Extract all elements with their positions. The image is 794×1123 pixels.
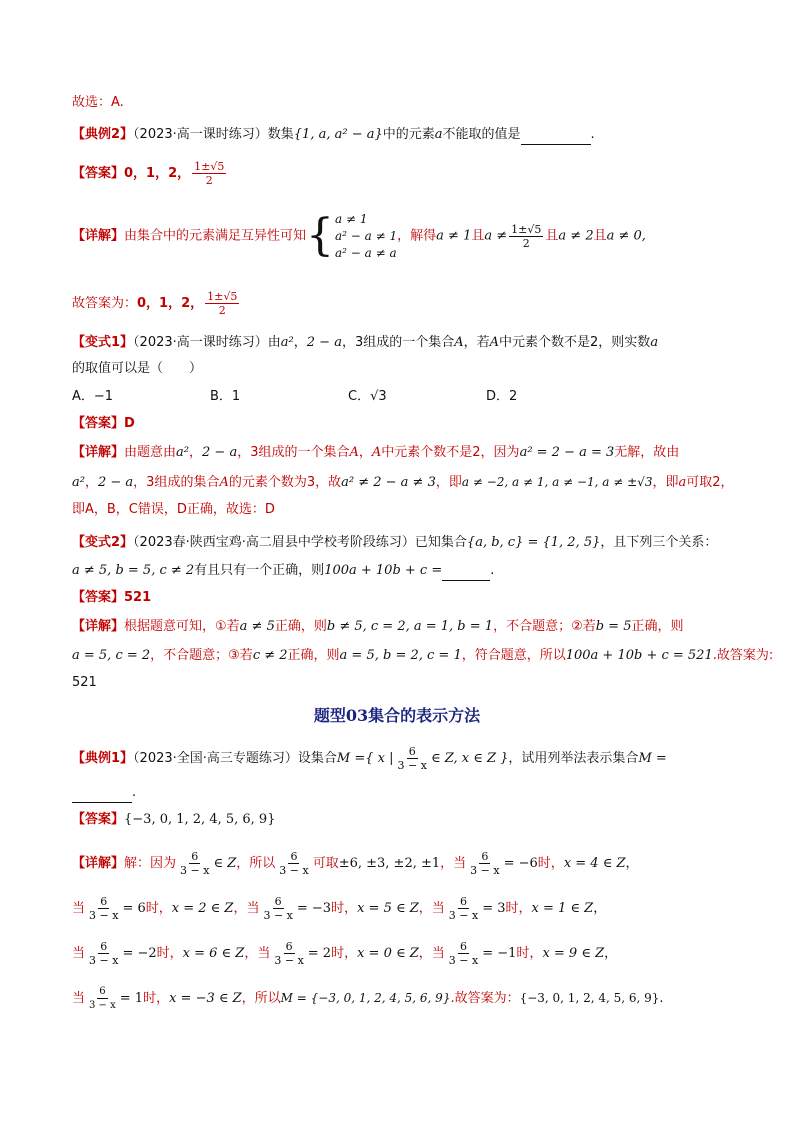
detail-text: ，解得 xyxy=(397,228,437,244)
answer-tag: 【答案】 xyxy=(72,166,125,181)
detail-text: ，3组成的一个集合 xyxy=(237,445,350,460)
detail-text: .故答案为: xyxy=(712,648,774,663)
answer-blank xyxy=(521,144,591,145)
detail-text: 且 xyxy=(593,228,607,244)
detail-3-line3 xyxy=(72,673,97,693)
math-expr: = −1 xyxy=(482,946,517,961)
math-expr: a² xyxy=(72,475,85,490)
math-expr: a ≠ 5 xyxy=(239,619,275,634)
example-source: （2023·高一课时练习） xyxy=(133,127,268,142)
math-expr: x = 4 ∈ Z xyxy=(563,856,626,871)
previous-conclusion xyxy=(72,93,124,113)
detail-text: 根据题意可知，①若 xyxy=(124,619,240,634)
detail-text: ，当 xyxy=(440,856,467,871)
fraction-denominator: 2 xyxy=(205,174,213,187)
detail-text: 时， xyxy=(505,901,532,916)
answer-tag: 【答案】 xyxy=(72,590,125,605)
variant-2-line1 xyxy=(72,533,717,553)
detail-2-line1 xyxy=(72,443,679,463)
math-expr: b = 5 xyxy=(595,619,632,634)
detail-tag: 【详解】 xyxy=(72,619,125,634)
detail-text: ，即 xyxy=(652,475,679,490)
math-var: A xyxy=(219,475,229,490)
example-1-line2 xyxy=(72,783,136,803)
fraction-numerator: 6 xyxy=(460,940,467,953)
math-var: a xyxy=(678,475,687,490)
answer-1 xyxy=(72,160,228,187)
detail-fraction xyxy=(272,940,305,967)
detail-text: ， xyxy=(604,946,618,961)
math-expr: x = −3 ∈ Z xyxy=(169,991,242,1006)
answer-blank xyxy=(72,802,132,803)
detail-text: 解：因为 xyxy=(124,856,177,871)
detail-text: ， xyxy=(625,856,639,871)
variant-2-line2 xyxy=(72,561,494,581)
math-expr: c ≠ 2 xyxy=(252,648,288,663)
math-expr: 100a + 10b + c = 521 xyxy=(565,648,713,663)
example-tag: 【典例1】 xyxy=(72,751,134,766)
fraction-numerator: 1±√5 xyxy=(194,160,225,173)
example-end: . xyxy=(132,785,137,800)
variant-text: 中元素个数不是2，则实数 xyxy=(499,335,651,350)
detail-fraction xyxy=(178,850,211,877)
math-expr: a ≠ 5, b = 5, c ≠ 2 xyxy=(72,563,195,578)
math-expr: a ≠ 1 xyxy=(436,228,472,244)
math-var: a xyxy=(434,127,443,142)
set-fraction xyxy=(396,745,429,772)
detail-1 xyxy=(72,208,646,264)
detail-text: 时， xyxy=(516,946,543,961)
math-expr: 2 − a xyxy=(306,335,342,350)
detail-fraction xyxy=(261,895,294,922)
detail-3-line1 xyxy=(72,617,683,637)
answer-blank xyxy=(442,580,490,581)
math-expr: b ≠ 5, c = 2, a = 1, b = 1 xyxy=(326,619,494,634)
detail-text: ，所以 xyxy=(236,856,276,871)
math-expr: = 2 xyxy=(307,946,332,961)
variant-text: ，且下列三个关系： xyxy=(600,535,718,550)
fraction-denominator: 3 − x xyxy=(448,909,479,922)
math-expr: a = 5, c = 2 xyxy=(72,648,151,663)
math-expr: M = xyxy=(336,751,366,766)
answer-fraction xyxy=(192,160,226,187)
example-end: . xyxy=(590,127,595,142)
detail-text: ，不合题意；③若 xyxy=(150,648,253,663)
detail-text: 无解，故由 xyxy=(614,445,680,460)
math-expr: = −2 xyxy=(122,946,157,961)
fraction-denominator: 3 − x xyxy=(274,954,304,967)
fraction-numerator: 6 xyxy=(460,895,467,908)
detail-4-line2 xyxy=(72,895,606,922)
example-source: （2023·全国·高三专题练习） xyxy=(133,751,298,766)
detail-tag: 【详解】 xyxy=(72,228,125,244)
fraction-numerator: 6 xyxy=(274,895,282,908)
fraction-denominator: 3 − x xyxy=(180,864,210,877)
fraction-denominator: 3 − x xyxy=(448,954,479,967)
detail-4-line3 xyxy=(72,940,617,967)
fraction-numerator: 1±√5 xyxy=(207,290,238,303)
answer-4 xyxy=(72,810,275,830)
detail-3-line2 xyxy=(72,646,773,666)
detail-text: .故答案为： xyxy=(450,991,520,1006)
detail-text: ，当 xyxy=(418,946,445,961)
variant-source: （2023·高一课时练习） xyxy=(133,335,268,350)
math-expr: {−3, 0, 1, 2, 4, 5, 6, 9} xyxy=(519,991,660,1005)
detail-text: ，当 xyxy=(233,901,260,916)
answer-value: D xyxy=(124,416,135,431)
math-expr: a ≠ xyxy=(484,228,508,244)
detail-text: 当 xyxy=(72,901,86,916)
detail-fraction xyxy=(509,223,543,250)
variant-text: ，若 xyxy=(463,335,490,350)
detail-text: 由集合中的元素满足互异性可知 xyxy=(124,228,307,244)
math-expr: ±6, ±3, ±2, ±1 xyxy=(338,856,441,871)
detail-text: . xyxy=(659,991,664,1006)
detail-text: 521 xyxy=(72,675,97,690)
detail-text: ，符合题意，所以 xyxy=(461,648,566,663)
variant-text: 有且只有一个正确，则 xyxy=(194,563,325,578)
detail-text: 由题意由 xyxy=(124,445,177,460)
math-expr: = 6 xyxy=(122,901,146,916)
math-var: A xyxy=(371,445,382,460)
detail-text: 时， xyxy=(145,901,172,916)
detail-text: 正确，则 xyxy=(631,619,684,634)
detail-text: 正确，则 xyxy=(274,619,327,634)
detail-2-line2 xyxy=(72,472,734,493)
detail-text: 且 xyxy=(471,228,485,244)
option-a: A．−1 xyxy=(72,389,114,404)
option-b: B．1 xyxy=(210,389,241,404)
math-expr: x = 9 ∈ Z xyxy=(542,946,605,961)
detail-fraction xyxy=(87,895,120,922)
detail-fraction xyxy=(447,940,480,967)
detail-text: ，3组成的集合 xyxy=(133,475,220,490)
math-expr: ∈ Z, x ∈ Z } xyxy=(430,751,509,766)
detail-fraction xyxy=(87,940,120,967)
fraction-numerator: 6 xyxy=(481,850,489,863)
math-expr: a ≠ 0, xyxy=(606,228,646,244)
detail-4-line1 xyxy=(72,850,639,877)
example-1-line1 xyxy=(72,745,667,772)
math-expr: x = 1 ∈ Z xyxy=(531,901,594,916)
fraction-denominator: 3 − x xyxy=(279,864,309,877)
variant-1-line1 xyxy=(72,333,658,353)
case-row: a² − a ≠ a xyxy=(335,245,397,260)
detail-text: 且 xyxy=(545,228,559,244)
fraction-numerator: 6 xyxy=(285,940,293,953)
detail-fraction xyxy=(277,850,310,877)
fraction-numerator: 1±√5 xyxy=(511,222,542,236)
detail-text: ，当 xyxy=(418,901,445,916)
math-expr: a² xyxy=(280,335,294,350)
detail-text: ， xyxy=(189,445,203,460)
detail-text: 时， xyxy=(537,856,564,871)
fraction-numerator: 6 xyxy=(408,745,416,758)
detail-text: ，不合题意；②若 xyxy=(493,619,596,634)
detail-text: 当 xyxy=(72,946,86,961)
detail-text: 可取 xyxy=(312,856,339,871)
variant-text: ， xyxy=(293,335,307,350)
math-expr: = 3 xyxy=(482,901,506,916)
detail-text: 时， xyxy=(331,901,358,916)
detail-text: 当 xyxy=(72,991,86,1006)
math-expr: x = 2 ∈ Z xyxy=(171,901,234,916)
fraction-numerator: 6 xyxy=(100,940,108,953)
variant-tag: 【变式1】 xyxy=(72,335,134,350)
math-expr: x = 6 ∈ Z xyxy=(182,946,245,961)
case-row: a² − a ≠ 1 xyxy=(335,228,398,243)
detail-4-line4 xyxy=(72,985,664,1012)
example-tag: 【典例2】 xyxy=(72,127,134,142)
answer-3 xyxy=(72,588,151,608)
detail-fraction xyxy=(447,895,480,922)
math-expr: a² xyxy=(176,445,189,460)
answer-value: 521 xyxy=(124,590,152,605)
math-var: A xyxy=(349,445,359,460)
math-var: A xyxy=(489,335,500,350)
math-expr: M = xyxy=(638,751,667,766)
detail-text: 时， xyxy=(143,991,170,1006)
detail-text: 即A，B，C错误，D正确，故选：D xyxy=(72,502,275,517)
example-text: 设集合 xyxy=(297,751,337,766)
fraction-denominator: 3 − x xyxy=(470,864,500,877)
detail-text: ， xyxy=(358,445,372,460)
answer-tag: 【答案】 xyxy=(72,416,125,431)
conclusion-prefix: 故答案为： xyxy=(72,296,138,311)
variant-text: 的取值可以是（ ） xyxy=(72,361,203,376)
math-expr: 100a + 10b + c = xyxy=(324,563,443,578)
detail-text: ， xyxy=(593,901,607,916)
math-expr: a ≠ 2 xyxy=(558,228,594,244)
detail-tag: 【详解】 xyxy=(72,445,125,460)
detail-text: ，所以 xyxy=(241,991,281,1006)
math-var: a xyxy=(650,335,659,350)
variant-end: . xyxy=(490,563,495,578)
math-expr: a² ≠ 2 − a ≠ 3 xyxy=(341,475,436,490)
detail-text: 可取2， xyxy=(686,475,734,490)
option-d: D．2 xyxy=(486,389,518,404)
math-expr: x = 0 ∈ Z xyxy=(357,946,419,961)
example-text: 中的元素 xyxy=(382,127,435,142)
detail-text: ，当 xyxy=(244,946,271,961)
variant-source: （2023春·陕西宝鸡·高二眉县中学校考阶段练习） xyxy=(133,535,415,550)
fraction-numerator: 6 xyxy=(99,986,106,997)
math-expr: 2 − a xyxy=(97,475,134,490)
conclusion-fraction xyxy=(205,290,239,317)
fraction-numerator: 6 xyxy=(290,850,298,863)
answer-value: {−3, 0, 1, 2, 4, 5, 6, 9} xyxy=(124,812,276,827)
fraction-numerator: 6 xyxy=(100,895,108,908)
variant-text: 由 xyxy=(267,335,281,350)
example-2 xyxy=(72,125,595,145)
fraction-denominator: 2 xyxy=(218,304,226,317)
detail-text: ，即 xyxy=(435,475,462,490)
detail-text: 中元素个数不是2，因为 xyxy=(381,445,520,460)
math-expr: ∈ Z xyxy=(213,856,237,871)
fraction-denominator: 3 − x xyxy=(89,1000,116,1011)
math-expr: 2 − a xyxy=(202,445,238,460)
conclusion-prefix: 故选： xyxy=(72,95,112,110)
detail-text: 时， xyxy=(331,946,358,961)
conclusion-answer: A. xyxy=(111,95,124,110)
variant-text: ，3组成的一个集合 xyxy=(341,335,455,350)
example-text: ，试用列举法表示集合 xyxy=(508,751,639,766)
left-brace-icon: { xyxy=(306,210,335,261)
fraction-denominator: 3 − x xyxy=(89,909,119,922)
fraction-denominator: 2 xyxy=(522,236,530,250)
math-expr: a ≠ −2, a ≠ 1, a ≠ −1, a ≠ ±√3 xyxy=(461,475,653,489)
detail-text: ， xyxy=(84,475,98,490)
detail-fraction xyxy=(468,850,501,877)
math-set: {1, a, a² − a} xyxy=(293,127,383,142)
fraction-denominator: 3 − x xyxy=(397,759,427,772)
case-row: a ≠ 1 xyxy=(335,211,368,226)
conclusion-values: 0，1，2， xyxy=(137,296,204,311)
detail-tag: 【详解】 xyxy=(72,856,125,871)
answer-2 xyxy=(72,414,135,434)
fraction-denominator: 3 − x xyxy=(89,954,119,967)
answer-tag: 【答案】 xyxy=(72,812,125,827)
option-c: C．√3 xyxy=(348,389,387,404)
variant-tag: 【变式2】 xyxy=(72,535,134,550)
variant-1-line2 xyxy=(72,359,202,379)
math-expr: { x | xyxy=(365,751,394,766)
example-text: 数集 xyxy=(267,127,294,142)
detail-text: 的元素个数为3，故 xyxy=(228,475,342,490)
variant-text: 已知集合 xyxy=(414,535,467,550)
math-expr: M = {−3, 0, 1, 2, 4, 5, 6, 9} xyxy=(280,991,451,1005)
math-expr: = −6 xyxy=(503,856,538,871)
math-expr: = −3 xyxy=(296,901,332,916)
fraction-denominator: 3 − x xyxy=(263,909,293,922)
condition-system xyxy=(306,208,397,264)
detail-text: 时， xyxy=(156,946,183,961)
detail-fraction xyxy=(87,985,118,1012)
detail-2-line3 xyxy=(72,500,275,520)
fraction-numerator: 6 xyxy=(191,850,199,863)
math-expr: a² = 2 − a = 3 xyxy=(519,445,615,460)
math-expr: = 1 xyxy=(119,991,144,1006)
math-expr: a = 5, b = 2, c = 1 xyxy=(339,648,462,663)
math-var: A xyxy=(454,335,464,350)
conclusion-1 xyxy=(72,290,241,317)
example-text: 不能取的值是 xyxy=(442,127,521,142)
math-expr: x = 5 ∈ Z xyxy=(357,901,419,916)
math-expr: {a, b, c} = {1, 2, 5} xyxy=(466,535,601,550)
detail-text: 正确，则 xyxy=(287,648,340,663)
answer-values: 0，1，2， xyxy=(124,166,191,181)
section-heading: 题型03集合的表示方法 xyxy=(313,706,481,725)
